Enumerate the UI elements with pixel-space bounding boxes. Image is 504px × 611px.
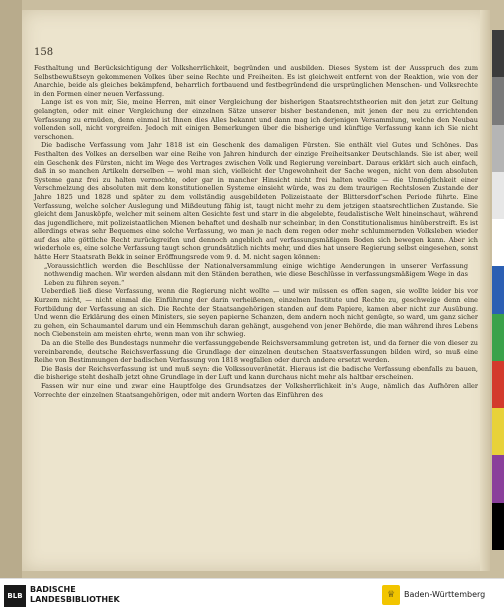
quote-paragraph: „Voraussichtlich werden die Beschlüsse der Nationalversammlung einige wichtige Aenderungen in unserer Verfassung nothwendig machen. Wir werden alsdann mit den Ständen berathen, wie diese Beschlüsse in verfassungsmäßigem Wege in das Leben zu führen seyen.“ [44,261,468,287]
blb-name-line2: LANDESBIBLIOTHEK [30,595,120,604]
color-swatch [492,172,504,219]
blb-name-line1: BADISCHE [30,585,76,594]
page-gutter [480,10,490,571]
footer [0,578,504,611]
paragraph: Ueberdieß ließ diese Verfassung, wenn die Regierung nicht wollte — und wir müssen es offen sagen, sie wollte leider bis vor Kurzem nicht, — nicht einmal die Einführung der darin verheißenen, einzelnen Institute und Rechte zu, geschweige denn eine Fortbildung der Verfassung an sich. Die Rechte der Staatsangehörigen standen auf dem Papiere, kamen aber nicht zur Ausübung. Und wenn die Erklärung des einen Ministers, sie seyen papierne Schanzen, dem andern noch nicht genügte, so ward, um ganz sicher zu gehen, ein Schaumantel darum und ein Hemmschuh daran gehängt, ausgehend von jener Behörde, die man während ihres Lebens noch Ciebenstein am meisten ehrte, wenn man von ihr schwieg. [34,287,478,339]
paragraph: Die Basis der Reichsverfassung ist und muß seyn: die Volkssouveränetät. Hieraus ist die badische Verfassung ebenfalls zu bauen, die bisherige steht deshalb jetzt ohne Grundlage in der Luft und kann durchaus nicht mehr als haltbar erscheinen. [34,364,478,382]
baden-wuerttemberg-name: Baden-Württemberg [404,590,486,599]
baden-wuerttemberg-crest-icon: ♕ [382,585,400,605]
paragraph: Lange ist es von mir, Sie, meine Herren, mit einer Vergleichung der bisherigen Staatsrechtstheorien mit den jetzt zur Geltung gelangten, oder mit einer Vergleichung der einzelnen Sätze unserer bisher bestandenen, mit jenen der neu zu errichtenden Verfassung zu ermüden, denn einmal ist Ihnen dies Alles bekannt und dann mag ich derjenigen Versammlung, welche den Neubau vollenden soll, nicht vorgreifen. Jedoch mit einigen Bemerkungen über die bisherige und künftige Verfassung kann ich Sie nicht verschonen. [34,98,478,141]
blb-logo-icon: BLB [4,585,26,607]
book-edge [0,0,22,578]
color-swatch [492,455,504,502]
paragraph: Fassen wir nur eine und zwar eine Hauptfolge des Grundsatzes der Volksherrlichkeit in's Auge, nämlich das Aufhören aller Vorrechte der einzelnen Staatsangehörigen, oder mit andern Worten das Einführen des [34,381,478,399]
blb-name [30,585,120,605]
page-number: 158 [34,47,54,58]
body-text [34,64,478,399]
book-page [22,10,490,571]
paragraph: Festhaltung und Berücksichtigung der Volksherrlichkeit, begründen und ausbilden. Dieses System ist der Ausspruch des zum Selbstbewußtseyn gekommenen Volkes über seine Rechte und Freiheiten. Es ist gleichweit entfernt von der Reaktion, wie von der Anarchie, beide als gleiches bekämpfend, beharrlich fortbauend und festbegründend die ursprünglichen Menschen- und Volksrechte in den Formen einer neuen Verfassung. [34,64,478,98]
color-swatch [492,408,504,455]
color-calibration-bar [492,30,504,550]
color-swatch [492,30,504,77]
color-swatch [492,266,504,313]
paragraph: Die badische Verfassung vom Jahr 1818 ist ein Geschenk des damaligen Fürsten. Sie enthält viel Gutes und Schönes. Das Festhalten des Volkes an derselben war eine Reihe von Jahren hindurch der einzige Freiheitsanker Deutschlands. Sie ist aber, weil ein Geschenk des Fürsten, nicht im Wege des Vertrages zwischen Volk und Regierung vereinbart. Daraus erklärt sich auch einfach, daß in so manchen Artikeln derselben — wohl man sich, vielleicht der Ungewohnheit der Sache wegen, nicht von dem absoluten Systeme ganz frei zu halten vermochte, oder gar in mancher Hinsicht nicht frei halten wollte — die Unmöglichkeit einer Verschmelzung des absoluten mit dem konstitutionellen Systeme einsieht würde, was zu dem traurigen Rechtslosen Zustande der Jahre 1825 und 1828 und später zu dem vollständig ausgebildeten Polizeistaate der Blittersdorf'schen Periode führte. Eine Verfassung, welche solcher Auslegung und Mißdeutung fähig ist, taugt nicht mehr zu dem jetzigen staatsrechtlichen Zustande. Sie gleicht dem Janusköpfe, welcher mit seinem alten Gesichte fest und starr in die abgelebte, feudalistische Welt hineinschaut, während das jugendlichere, mit polizeistaatlichen Mienen behaftet und deshalb nur scheinbar, in den Constitutionalismus hinüberstreift. Es ist allerdings etwas sehr Bequemes eine solche Verfassung, wo man je nach dem regen oder mehr schlummernden Volksleben wieder auf das alte göttliche Recht zurückgreifen und dennoch angeblich auf verfassungsmäßigem Boden sich bewegen kann. Aber ich wiederhole es, eine solche Verfassung taugt schon grundsätzlich nichts mehr, und dies hat unsere Regierung selbst eingesehen, sonst hätte Herr Staatsrath Bekk in seiner Eröffnungsrede vom 9. d. M. nicht sagen können: [34,141,478,262]
color-swatch [492,125,504,172]
color-swatch [492,503,504,550]
paragraph: Da an die Stelle des Bundestags nunmehr die verfassunggebende Reichsversammlung getreten ist, und da ferner die von dieser zu vereinbarende, deutsche Reichsverfassung die Grundlage der einzelnen deutschen Staatsverfassungen bilden wird, so muß eine Reihe von Bestimmungen der badischen Verfassung von 1818 wegfallen oder durch andere ersetzt werden. [34,339,478,365]
color-swatch [492,77,504,124]
color-swatch [492,361,504,408]
color-swatch [492,219,504,266]
color-swatch [492,314,504,361]
